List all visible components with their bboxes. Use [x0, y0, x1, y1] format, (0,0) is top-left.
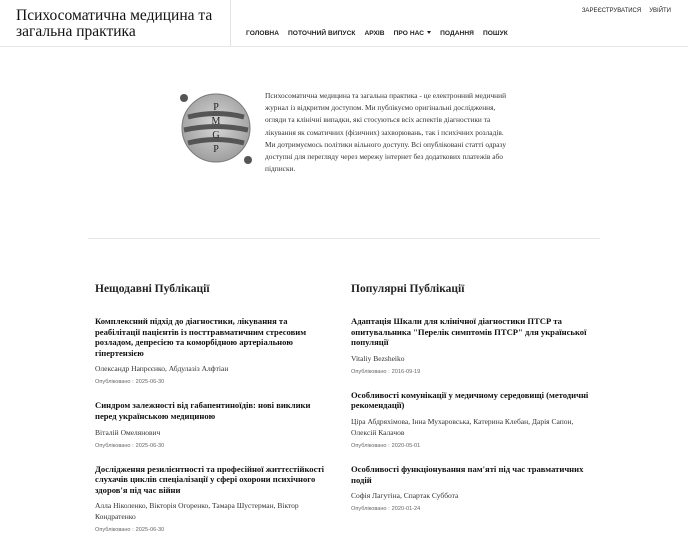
article-item	[351, 464, 599, 512]
article-date	[351, 506, 599, 512]
article-item	[95, 464, 331, 534]
nav-about[interactable]	[394, 30, 431, 37]
nav-submissions[interactable]: ПОДАННЯ	[440, 30, 474, 37]
article-title[interactable]: Дослідження резилієнтності та професійної життєстійкості слухачів циклів спеціалізації у сфері охорони психічного здоров'я під час війни	[95, 463, 325, 495]
article-item	[351, 316, 599, 375]
register-link[interactable]: ЗАРЕЄСТРУВАТИСЯ	[581, 8, 642, 14]
article-authors: Віталій Омелянович	[95, 427, 161, 437]
date-value: 2025-06-30	[135, 527, 165, 534]
nav-home[interactable]: ГОЛОВНА	[246, 30, 280, 37]
article-item	[95, 316, 331, 385]
section-divider	[88, 238, 600, 239]
date-value: 2025-06-30	[135, 442, 165, 449]
article-title[interactable]: Комплексний підхід до діагностики, лікування та реабілітації пацієнтів із посттравматичним стресовим розладом, депресією та коморбідною артеріальною гіпертензією	[95, 316, 307, 358]
popular-heading: Популярні Публікації	[351, 283, 465, 295]
article-authors: Олександр Напрєєнко, Абдулазіз Алфтіан	[95, 364, 229, 374]
user-nav	[574, 8, 671, 14]
article-item	[351, 390, 599, 449]
date-value: 2020-01-24	[391, 506, 421, 513]
article-title[interactable]: Особливості функціонування пам'яті під час травматичних подій	[351, 463, 584, 485]
nav-current-issue[interactable]: ПОТОЧНИЙ ВИПУСК	[288, 30, 356, 37]
logo-letter: P	[213, 102, 219, 113]
article-date	[351, 443, 599, 449]
date-value: 2025-06-30	[135, 379, 165, 386]
article-item	[95, 400, 331, 448]
header-bottom-border	[0, 46, 688, 47]
article-authors: Алла Ніколенко, Вікторія Огоренко, Тамара Шустерман, Віктор Кондратенко	[95, 501, 299, 522]
article-title[interactable]: Особливості комунікації у медичному середовищі (методичні рекомендації)	[351, 389, 589, 411]
date-label: Опубліковано :	[351, 368, 390, 375]
article-authors: Софія Лагутіна, Спартак Субботa	[351, 491, 459, 501]
site-title[interactable]: Психосоматична медицина та загальна практика	[16, 7, 213, 40]
nav-about-label: ПРО НАС	[393, 30, 425, 37]
article-date	[95, 527, 331, 533]
date-label: Опубліковано :	[95, 379, 134, 386]
about-description: Психосоматична медицина та загальна практика - це електронний медичний журнал із відкритим доступом. Ми публікуємо оригінальні дослідження, огляди та клінічні випадки, які стосуються всіх аспектів діагностики та лікування як соматичних (фізичних) захворювань, так і психічних розладів. Ми дотримуємось політики вільного доступу. Всі опубліковані статті одразу доступні для перегляду через мережу інтернет без додаткових платежів або підписки.	[265, 91, 507, 174]
article-date	[351, 369, 599, 375]
article-authors: Vitaliy Bezsheiko	[351, 353, 405, 363]
recent-heading: Нещодавні Публікації	[95, 283, 210, 295]
header-divider	[230, 0, 231, 46]
nav-search[interactable]: ПОШУК	[482, 30, 508, 37]
article-title[interactable]: Адаптація Шкали для клінічної діагностики ПТСР та опитувальника "Перелік симптомів ПТСР" для української популяції	[351, 316, 587, 348]
article-date	[95, 379, 331, 385]
site-header	[0, 0, 688, 46]
date-value: 2016-09-19	[391, 368, 421, 375]
date-label: Опубліковано :	[95, 527, 134, 534]
article-title[interactable]: Синдром залежності від габапентиноїдів: нові виклики перед українською медициною	[95, 400, 311, 421]
main-nav	[246, 30, 517, 37]
caret-down-icon	[427, 31, 431, 34]
nav-archive[interactable]: АРХІВ	[364, 30, 385, 37]
logo-letter: G	[212, 130, 220, 141]
journal-logo	[178, 90, 254, 166]
logo-letter: M	[211, 116, 221, 127]
date-label: Опубліковано :	[351, 442, 390, 449]
recent-publications	[95, 282, 331, 548]
date-label: Опубліковано :	[95, 442, 134, 449]
date-label: Опубліковано :	[351, 506, 390, 513]
date-value: 2020-05-01	[391, 442, 421, 449]
login-link[interactable]: УВІЙТИ	[649, 8, 671, 14]
article-authors: Ціра Абдряхімова, Інна Мухаровська, Катерина Клебан, Дарія Сапон, Олексій Калачов	[351, 416, 574, 437]
article-date	[95, 443, 331, 449]
logo-letter: P	[213, 144, 219, 155]
popular-publications	[351, 282, 599, 527]
